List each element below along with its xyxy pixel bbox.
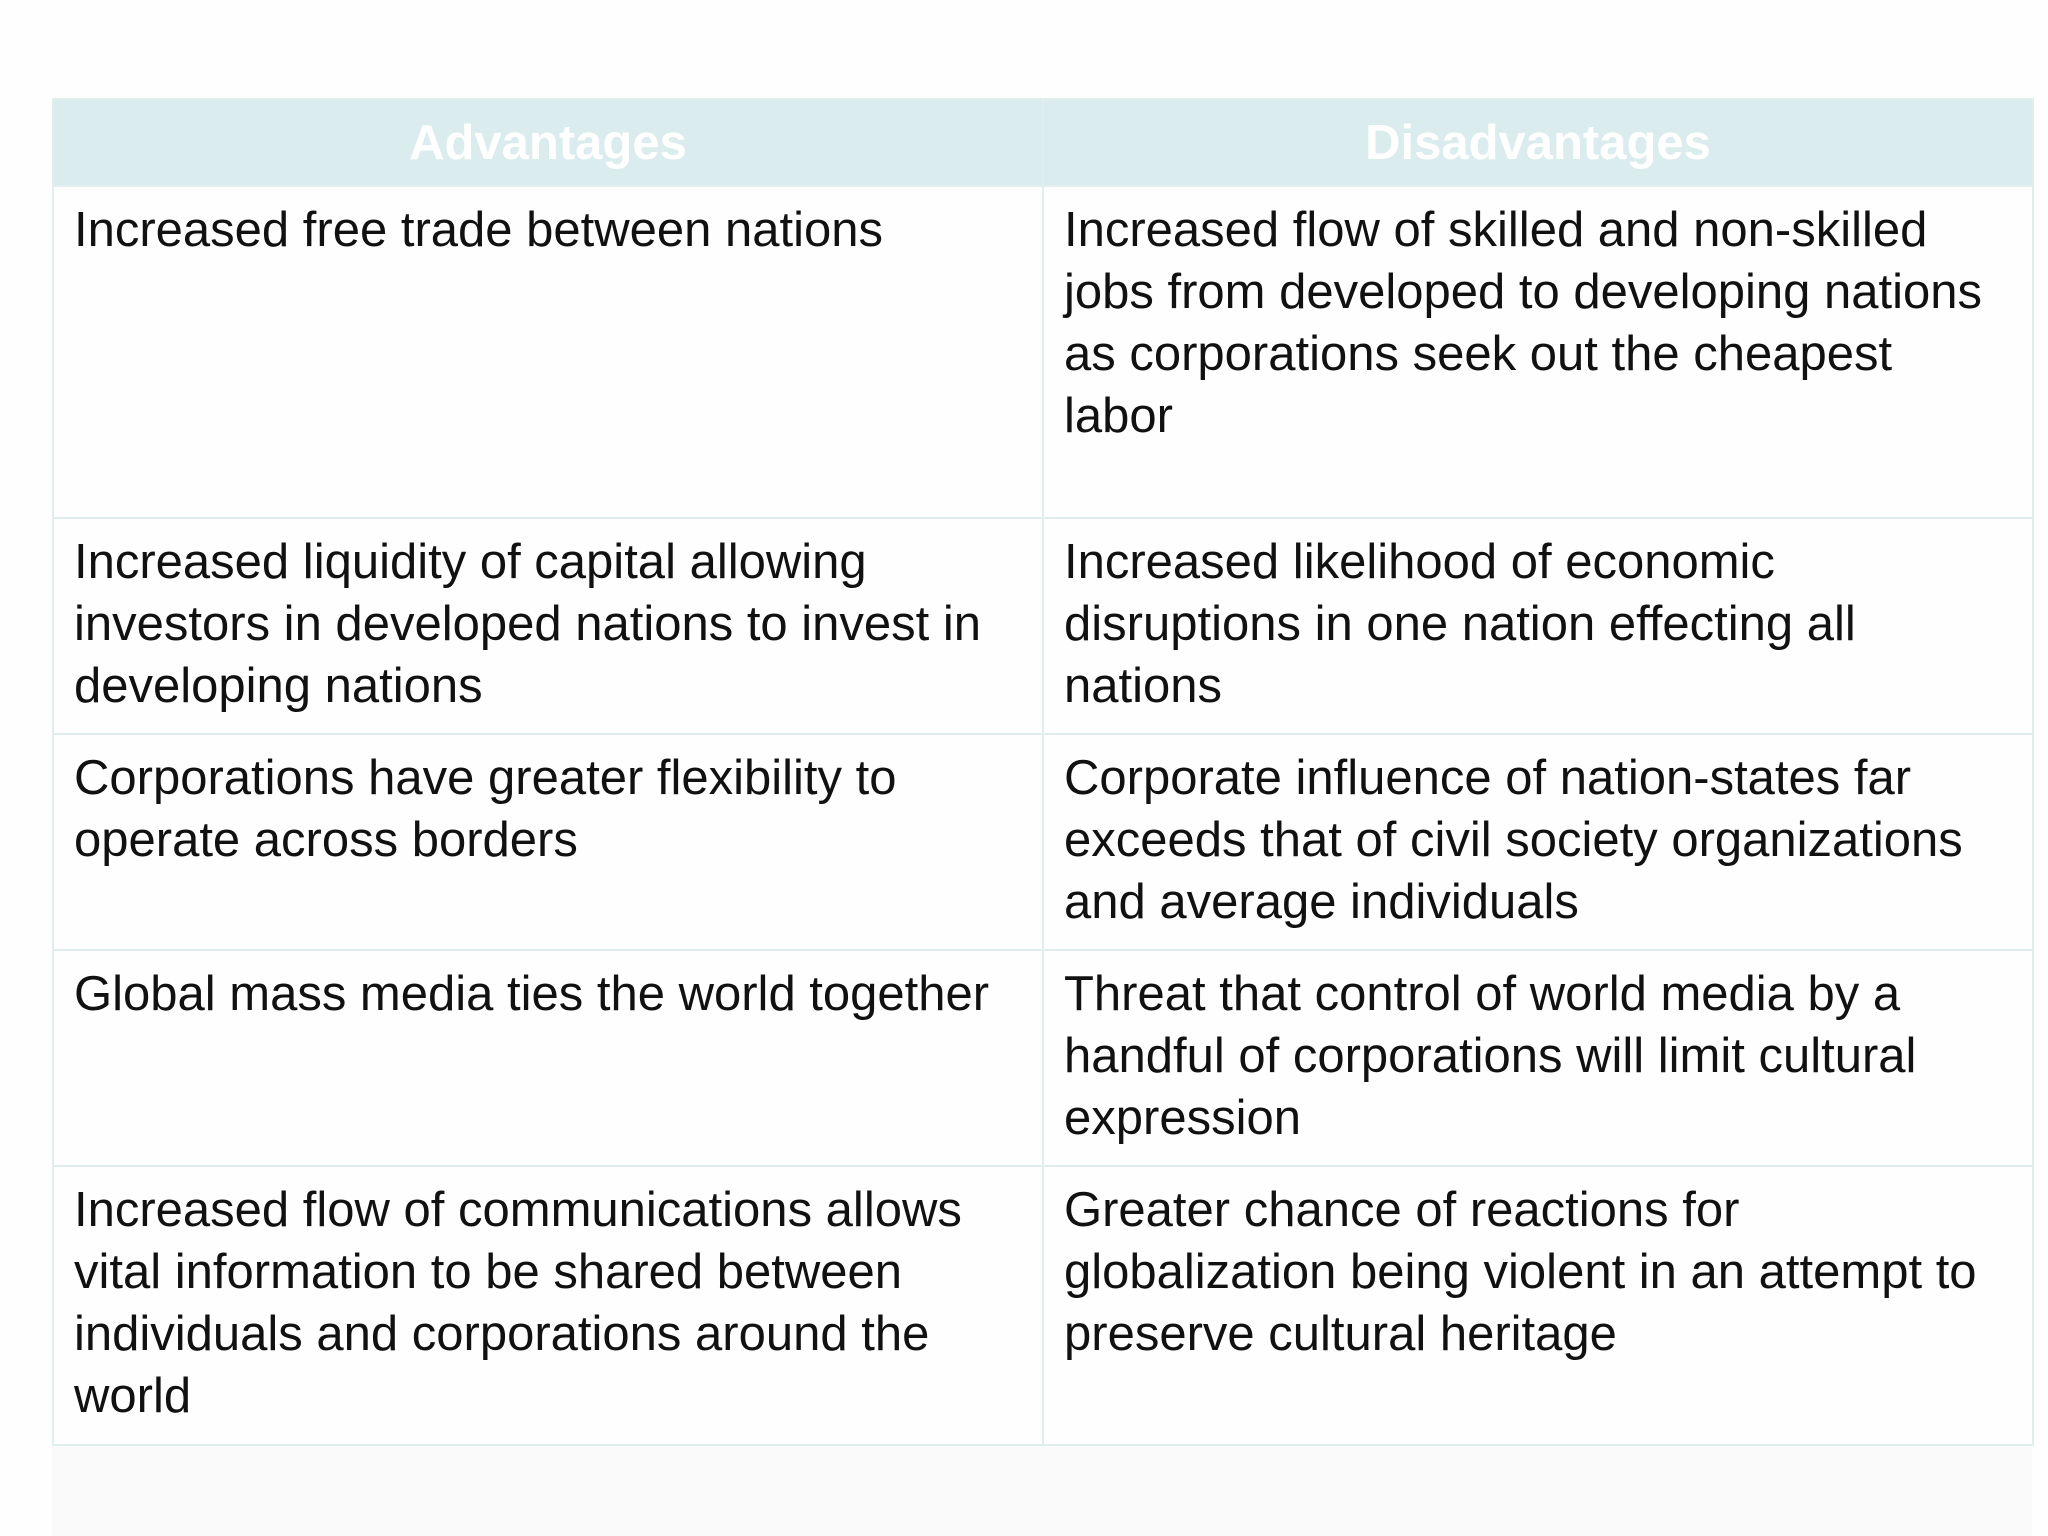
disadvantage-cell: Corporate influence of nation-states far exceeds that of civil society organizations and average individuals: [1043, 734, 2033, 950]
comparison-table: [52, 98, 2034, 1446]
table-row: [53, 186, 2033, 518]
advantage-cell: Corporations have greater flexibility to operate across borders: [53, 734, 1043, 950]
slide-footer-band: [52, 1443, 2032, 1536]
header-advantages: Advantages: [53, 99, 1043, 186]
table-row: [53, 950, 2033, 1166]
table-row: [53, 734, 2033, 950]
advantage-cell: Increased liquidity of capital allowing investors in developed nations to invest in developing nations: [53, 518, 1043, 734]
disadvantage-cell: Increased likelihood of economic disruptions in one nation effecting all nations: [1043, 518, 2033, 734]
disadvantage-cell: Greater chance of reactions for globalization being violent in an attempt to preserve cultural heritage: [1043, 1166, 2033, 1445]
table-header-row: [53, 99, 2033, 186]
advantage-cell: Increased flow of communications allows vital information to be shared between individuals and corporations around the world: [53, 1166, 1043, 1445]
advantage-cell: Increased free trade between nations: [53, 186, 1043, 518]
advantage-cell: Global mass media ties the world together: [53, 950, 1043, 1166]
table-row: [53, 1166, 2033, 1445]
disadvantage-cell: Increased flow of skilled and non-skilled jobs from developed to developing nations as corporations seek out the cheapest labor: [1043, 186, 2033, 518]
table-row: [53, 518, 2033, 734]
header-disadvantages: Disadvantages: [1043, 99, 2033, 186]
disadvantage-cell: Threat that control of world media by a handful of corporations will limit cultural expression: [1043, 950, 2033, 1166]
